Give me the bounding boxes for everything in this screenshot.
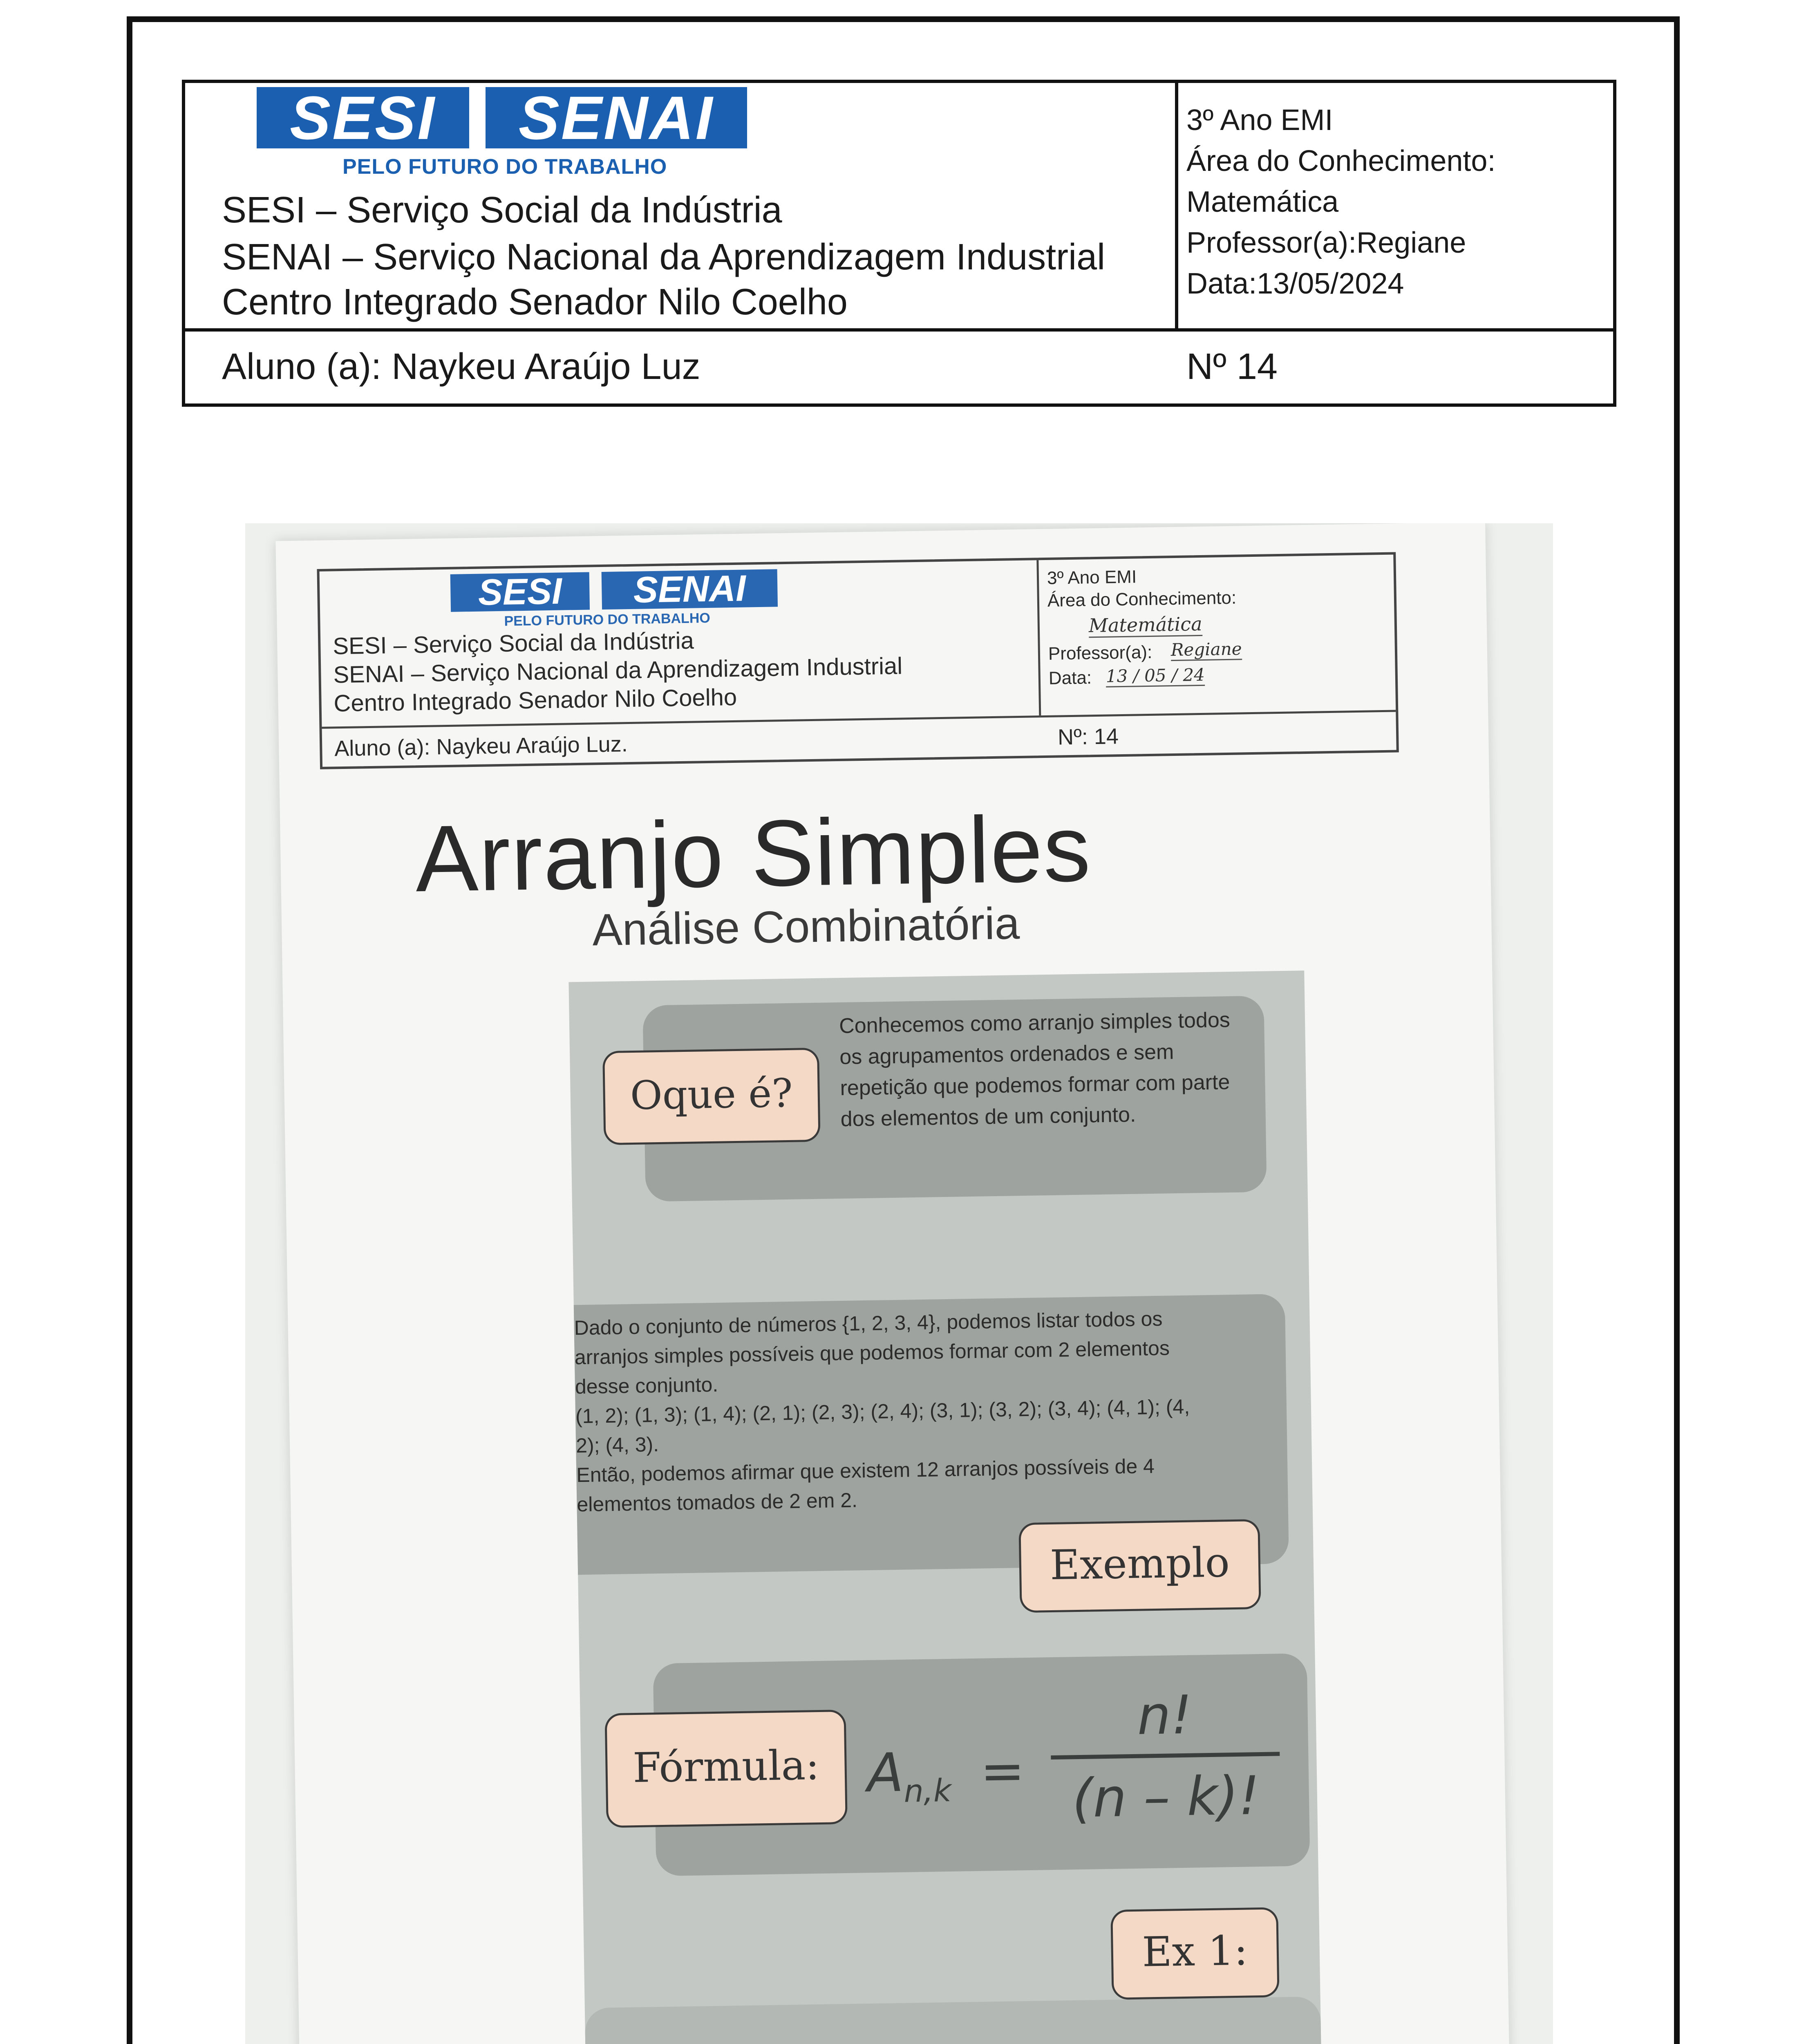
worksheet-subtitle: Análise Combinatória (592, 898, 1020, 955)
exercise-label: Ex 1: (1110, 1907, 1279, 1999)
example-line: Então, podemos afirmar que existem 12 arranjos possíveis de 4 (576, 1455, 1155, 1487)
worksheet-title: Arranjo Simples (414, 796, 1092, 912)
photo-logo-senai: SENAI (602, 569, 778, 610)
student-name: Aluno (a): Naykeu Araújo Luz (222, 346, 700, 387)
photo-logo-tagline: PELO FUTURO DO TRABALHO (504, 610, 711, 629)
date-text: Data:13/05/2024 (1186, 267, 1404, 300)
header-left-cell (185, 83, 1178, 328)
photo-date-label: Data: (1048, 668, 1092, 688)
photo-number: Nº: 14 (1057, 724, 1119, 750)
school-line-2: SENAI – Serviço Nacional da Aprendizagem Industrial (222, 237, 1106, 278)
formula-subscript: n,k (903, 1772, 952, 1809)
header-table (182, 80, 1616, 407)
example-line: elementos tomados de 2 em 2. (577, 1488, 858, 1516)
example-line: arranjos simples possíveis que podemos formar com 2 elementos (574, 1336, 1170, 1369)
photo-header-table (317, 552, 1399, 769)
worksheet-photo (245, 523, 1553, 2044)
definition-text: Conhecemos como arranjo simples todos os agrupamentos ordenados e sem repetição que podemos formar com parte dos elementos de um conjunto. (839, 1008, 1231, 1131)
school-line-1: SESI – Serviço Social da Indústria (222, 190, 782, 231)
student-number: Nº 14 (1186, 346, 1278, 387)
formula-numerator: n! (1137, 1683, 1193, 1747)
formula-denominator: (n – k)! (1072, 1764, 1260, 1830)
what-is-it-label: Oque é? (602, 1048, 821, 1145)
photo-school-line-3: Centro Integrado Senador Nilo Coelho (333, 684, 737, 717)
example-text (574, 1302, 1272, 1520)
logo-tagline: PELO FUTURO DO TRABALHO (342, 155, 667, 179)
photo-area-handwritten: Matemática (1088, 613, 1202, 638)
area-label: Área do Conhecimento: (1186, 145, 1496, 177)
formula-label: Fórmula: (605, 1710, 848, 1828)
logo-senai: SENAI (486, 87, 747, 148)
worksheet-paper (275, 523, 1514, 2044)
photo-prof-handwritten: Regiane (1170, 639, 1242, 661)
school-line-3: Centro Integrado Senador Nilo Coelho (222, 282, 848, 323)
professor-text: Professor(a):Regiane (1186, 226, 1466, 259)
photo-date-handwritten: 13 / 05 / 24 (1106, 665, 1205, 688)
example-line: (1, 2); (1, 3); (1, 4); (2, 1); (2, 3); (2, 4); (3, 1); (3, 2); (3, 4); (4, 1); (4, (575, 1395, 1190, 1428)
formula-a: A (866, 1741, 904, 1804)
photo-area-label: Área do Conhecimento: (1047, 587, 1237, 611)
photo-header-left (320, 560, 1041, 727)
logo-sesi: SESI (257, 87, 469, 148)
example-line: 2); (4, 3). (575, 1433, 659, 1457)
example-line: Dado o conjunto de números {1, 2, 3, 4}, podemos listar todos os (574, 1307, 1163, 1340)
grade-text: 3º Ano EMI (1186, 104, 1333, 137)
photo-school-line-1: SESI – Serviço Social da Indústria (332, 627, 694, 660)
student-row (185, 328, 1613, 403)
example-label: Exemplo (1018, 1519, 1261, 1613)
photo-logo-sesi: SESI (450, 572, 590, 612)
formula-lhs (867, 1739, 1025, 1810)
example-line: desse conjunto. (575, 1373, 718, 1399)
photo-grade: 3º Ano EMI (1047, 567, 1137, 588)
area-value: Matemática (1186, 186, 1339, 218)
photo-school-line-2: SENAI – Serviço Nacional da Aprendizagem Industrial (333, 652, 903, 688)
formula-equals: = (980, 1739, 1025, 1802)
photo-prof-label: Professor(a): (1048, 642, 1153, 664)
photo-student: Aluno (a): Naykeu Araújo Luz. (334, 732, 628, 761)
